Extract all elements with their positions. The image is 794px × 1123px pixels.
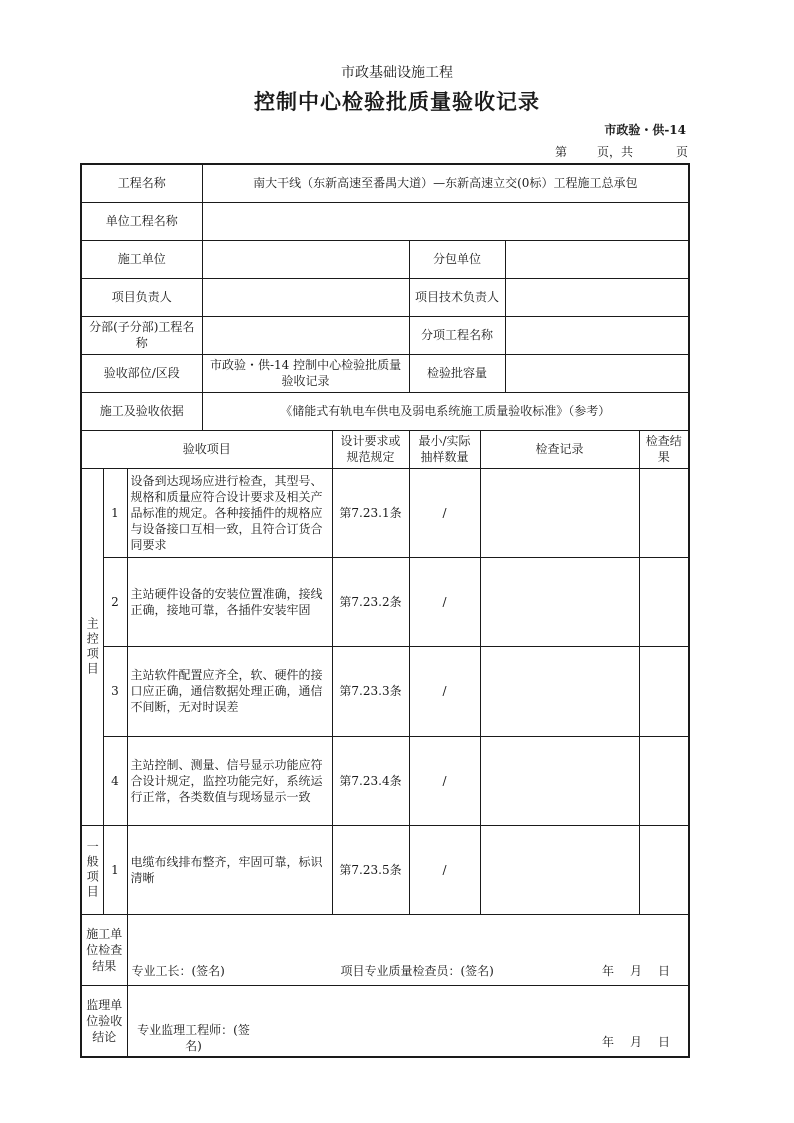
- item-result[interactable]: [639, 825, 689, 914]
- project-manager-label: 项目负责人: [81, 278, 202, 316]
- document-title: 控制中心检验批质量验收记录: [254, 90, 540, 114]
- item-sample: /: [409, 557, 480, 646]
- subcontractor-value[interactable]: [505, 240, 689, 278]
- item-sample: /: [409, 468, 480, 557]
- project-name-value[interactable]: 南大干线（东新高速至番禺大道）—东新高速立交(0标）工程施工总承包: [202, 164, 689, 202]
- contractor-check-area[interactable]: [127, 914, 689, 985]
- main-items-label-text: 主控项目: [85, 616, 100, 677]
- unit-project-value[interactable]: [202, 202, 689, 240]
- col-record-header: 检查记录: [480, 430, 639, 468]
- page-di: 第: [555, 145, 568, 159]
- contractor-value[interactable]: [202, 240, 409, 278]
- supervisor-date: 年 月 日: [602, 1034, 673, 1049]
- item-sample: /: [409, 736, 480, 825]
- contractor-check-label: 施工单位检查结果: [81, 914, 127, 985]
- capacity-label: 检验批容量: [409, 354, 505, 392]
- project-name-label: 工程名称: [81, 164, 202, 202]
- item-no: 4: [103, 736, 127, 825]
- unit-project-label: 单位工程名称: [81, 202, 202, 240]
- basis-label: 施工及验收依据: [81, 392, 202, 430]
- form-code: 市政验・供-14: [604, 123, 686, 137]
- item-text: 设备到达现场应进行检查，其型号、规格和质量应符合设计要求及相关产品标准的规定。各种接插件的规格应与设备接口互相一致，且符合订货合同要求: [127, 468, 332, 557]
- general-items-label-text: 一般项目: [85, 839, 100, 900]
- project-manager-value[interactable]: [202, 278, 409, 316]
- document-subtitle: 市政基础设施工程: [341, 65, 453, 81]
- item-no: 3: [103, 646, 127, 736]
- table-row: [81, 557, 689, 646]
- item-requirement: 第7.23.5条: [332, 825, 409, 914]
- contractor-label: 施工单位: [81, 240, 202, 278]
- sub-division-label: 分部(子分部)工程名称: [81, 316, 202, 354]
- supervisor-check-label: 监理单位验收结论: [81, 985, 127, 1057]
- item-record[interactable]: [480, 825, 639, 914]
- item-no: 1: [103, 468, 127, 557]
- col-item-header: 验收项目: [81, 430, 332, 468]
- item-no: 2: [103, 557, 127, 646]
- item-requirement: 第7.23.1条: [332, 468, 409, 557]
- capacity-value[interactable]: [505, 354, 689, 392]
- item-no: 1: [103, 825, 127, 914]
- item-text: 主站软件配置应齐全，软、硬件的接口应正确，通信数据处理正确，通信不间断，无对时误差: [127, 646, 332, 736]
- main-items-label: [81, 468, 103, 825]
- sub-division-value[interactable]: [202, 316, 409, 354]
- item-record[interactable]: [480, 646, 639, 736]
- tech-lead-value[interactable]: [505, 278, 689, 316]
- col-result-header: 检查结果: [639, 430, 689, 468]
- quality-inspector-signature: 项目专业质量检查员：(签名): [340, 963, 494, 978]
- contractor-date: 年 月 日: [602, 963, 673, 978]
- item-record[interactable]: [480, 468, 639, 557]
- table-row: [81, 825, 689, 914]
- item-text: 主站硬件设备的安装位置准确，接线正确，接地可靠，各插件安装牢固: [127, 557, 332, 646]
- subcontractor-label: 分包单位: [409, 240, 505, 278]
- item-result[interactable]: [639, 646, 689, 736]
- item-requirement: 第7.23.4条: [332, 736, 409, 825]
- item-sample: /: [409, 646, 480, 736]
- table-row: [81, 646, 689, 736]
- location-label: 验收部位/区段: [81, 354, 202, 392]
- page-ye: 页: [676, 145, 689, 159]
- col-requirement-header: 设计要求或规范规定: [332, 430, 409, 468]
- tech-lead-label: 项目技术负责人: [409, 278, 505, 316]
- item-sample: /: [409, 825, 480, 914]
- item-requirement: 第7.23.2条: [332, 557, 409, 646]
- page-ye-gong: 页，共: [597, 145, 634, 159]
- col-sample-header: 最小/实际抽样数量: [409, 430, 480, 468]
- item-result[interactable]: [639, 736, 689, 825]
- item-requirement: 第7.23.3条: [332, 646, 409, 736]
- basis-value[interactable]: 《储能式有轨电车供电及弱电系统施工质量验收标准》（参考）: [202, 392, 689, 430]
- item-text: 电缆布线排布整齐，牢固可靠，标识清晰: [127, 825, 332, 914]
- supervising-engineer-signature: 专业监理工程师：(签名): [137, 1022, 250, 1053]
- location-value[interactable]: 市政验・供-14 控制中心检验批质量验收记录: [202, 354, 409, 392]
- item-text: 主站控制、测量、信号显示功能应符合设计规定，监控功能完好，系统运行正常，各类数值与现场显示一致: [127, 736, 332, 825]
- item-record[interactable]: [480, 736, 639, 825]
- item-record[interactable]: [480, 557, 639, 646]
- inspection-form-table: [80, 163, 690, 1058]
- item-result[interactable]: [639, 557, 689, 646]
- general-items-label: [81, 825, 103, 914]
- table-row: [81, 736, 689, 825]
- supervisor-check-area[interactable]: [127, 985, 689, 1057]
- table-row: [81, 468, 689, 557]
- sub-item-value[interactable]: [505, 316, 689, 354]
- item-result[interactable]: [639, 468, 689, 557]
- foreman-signature: 专业工长：(签名): [131, 963, 225, 978]
- sub-item-label: 分项工程名称: [409, 316, 505, 354]
